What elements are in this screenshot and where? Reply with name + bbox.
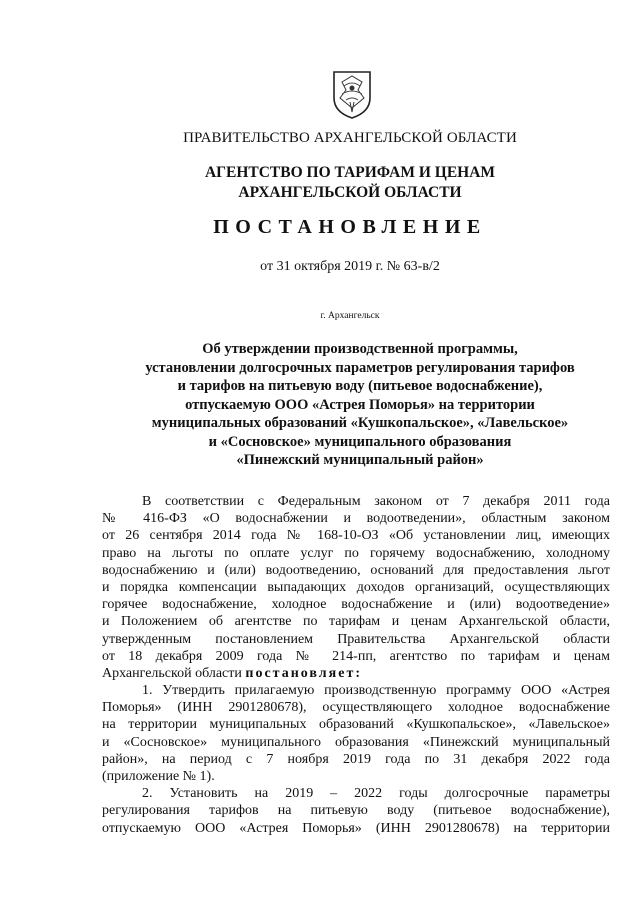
agency-name-line: АГЕНТСТВО ПО ТАРИФАМ И ЦЕНАМ xyxy=(204,164,496,181)
body-line: 1. Утвердить прилагаемую производственную программу ООО «Астрея xyxy=(142,683,610,699)
subject-line: отпускаемую ООО «Астрея Поморья» на территории xyxy=(185,396,535,413)
body-line: В соответствии с Федеральным законом от 7 декабря 2011 года xyxy=(142,494,610,509)
subject-line: и «Сосновское» муниципального образования xyxy=(208,433,512,450)
body-line: и «Сосновское» муниципального образования «Пинежский муниципальный xyxy=(102,734,610,750)
body-line: право на льготы по оплате услуг по горячему водоснабжению, холодному xyxy=(102,545,610,561)
body-line: № 416-ФЗ «О водоснабжении и водоотведении», областным законом xyxy=(102,511,610,527)
body-line: и порядка компенсации выпадающих доходов организаций, осуществляющих xyxy=(102,579,610,595)
body-line: от 26 сентября 2014 года № 168-10-ОЗ «Об установлении лиц, имеющих xyxy=(102,528,610,544)
subject-line: и тарифов на питьевую воду (питьевое водоснабжение), xyxy=(177,378,543,394)
body-line: район», на период с 7 ноября 2019 года по 31 декабря 2022 года xyxy=(102,751,610,767)
document-body xyxy=(102,493,610,837)
decree-word: постановляет: xyxy=(245,665,362,681)
body-line: (приложение № 1). xyxy=(102,769,215,784)
document-city: г. Архангельск xyxy=(320,311,380,321)
body-line: водоснабжению и (или) водоотведению, оснований для предоставления льгот xyxy=(102,562,610,578)
body-line: на территории муниципальных образований «Кушкопальское», «Лавельское» xyxy=(102,717,610,733)
body-text: Архангельской области xyxy=(102,665,242,681)
agency-name-line: АРХАНГЕЛЬСКОЙ ОБЛАСТИ xyxy=(238,184,462,201)
body-line: горячее водоснабжение, холодное водоснабжение и (или) водоотведение» xyxy=(102,597,610,613)
document-subject xyxy=(110,340,610,470)
document-type: ПОСТАНОВЛЕНИЕ xyxy=(213,216,487,238)
body-line: от 18 декабря 2009 года № 214-пп, агентство по тарифам и ценам xyxy=(102,648,610,664)
body-line: отпускаемую ООО «Астрея Поморья» (ИНН 2901280678) на территории xyxy=(102,820,610,836)
subject-line: «Пинежский муниципальный район» xyxy=(236,452,484,468)
coat-of-arms-icon xyxy=(330,68,374,120)
government-name: ПРАВИТЕЛЬСТВО АРХАНГЕЛЬСКОЙ ОБЛАСТИ xyxy=(183,130,517,146)
subject-line: муниципальных образований «Кушкопальское», «Лавельское» xyxy=(151,415,569,431)
body-line: Поморья» (ИНН 2901280678), осуществляющего холодное водоснабжение xyxy=(102,700,610,716)
body-line: утвержденным постановлением Правительства Архангельской области xyxy=(102,631,610,647)
subject-line: Об утверждении производственной программы, xyxy=(202,341,518,357)
body-line: регулирования тарифов на питьевую воду (питьевое водоснабжение), xyxy=(102,803,610,819)
body-line: 2. Установить на 2019 – 2022 годы долгосрочные параметры xyxy=(142,786,610,802)
agency-name xyxy=(0,163,640,203)
document-date-number: от 31 октября 2019 г. № 63-в/2 xyxy=(260,259,440,274)
body-line: и Положением об агентстве по тарифам и ценам Архангельской области, xyxy=(102,614,610,630)
subject-line: установлении долгосрочных параметров регулирования тарифов xyxy=(145,359,575,376)
body-line xyxy=(102,665,610,682)
